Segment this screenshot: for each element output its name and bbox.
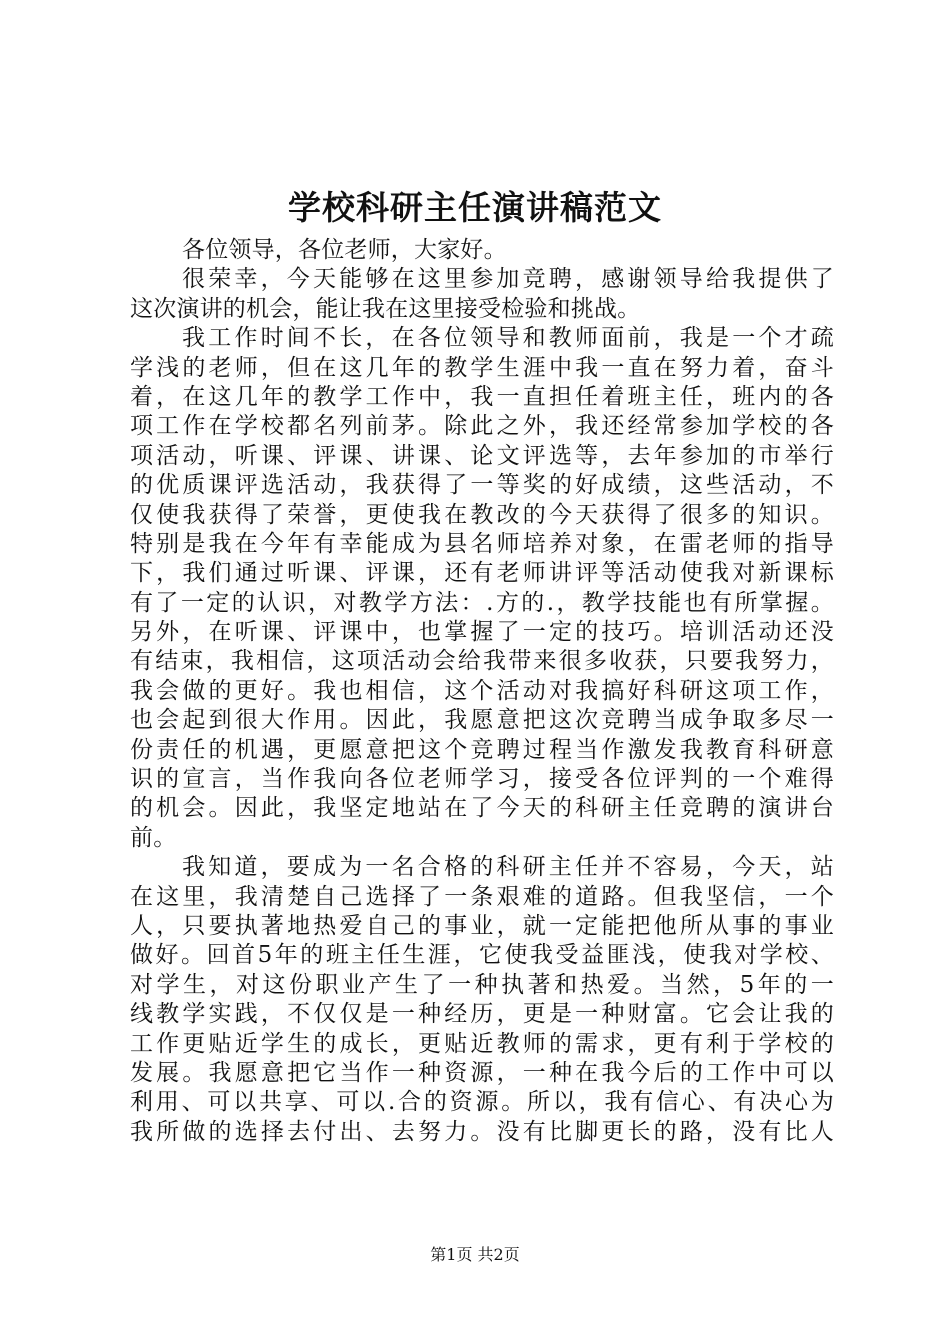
- text-line: 对学生，对这份职业产生了一种执著和热爱。当然，5年的一: [130, 971, 834, 998]
- document-body: [130, 236, 834, 1147]
- text-line: 学浅的老师，但在这几年的教学生涯中我一直在努力着，奋斗: [130, 354, 834, 381]
- text-line: 工作更贴近学生的成长，更贴近教师的需求，更有利于学校的: [130, 1030, 834, 1057]
- text-line: 也会起到很大作用。因此，我愿意把这次竞聘当成争取多尽一: [130, 707, 834, 734]
- text-line: 做好。回首5年的班主任生涯，它使我受益匪浅，使我对学校、: [130, 942, 834, 969]
- text-line: 在这里，我清楚自己选择了一条艰难的道路。但我坚信，一个: [130, 883, 834, 910]
- text-line: 的优质课评选活动，我获得了一等奖的好成绩，这些活动，不: [130, 472, 834, 499]
- text-line: 我工作时间不长，在各位领导和教师面前，我是一个才疏: [182, 325, 834, 352]
- text-line: 人，只要执著地热爱自己的事业，就一定能把他所从事的事业: [130, 912, 834, 939]
- text-line: 我知道，要成为一名合格的科研主任并不容易，今天，站: [182, 854, 834, 881]
- text-line: 有结束，我相信，这项活动会给我带来很多收获，只要我努力，: [130, 648, 834, 675]
- text-line: 着，在这几年的教学工作中，我一直担任着班主任，班内的各: [130, 383, 834, 410]
- text-line: 下，我们通过听课、评课，还有老师讲评等活动使我对新课标: [130, 560, 834, 587]
- text-line: 项活动，听课、评课、讲课、论文评选等，去年参加的市举行: [130, 442, 834, 469]
- text-line: 份责任的机遇，更愿意把这个竞聘过程当作激发我教育科研意: [130, 736, 834, 763]
- text-line: 有了一定的认识，对教学方法：.方的.，教学技能也有所掌握。: [130, 589, 834, 616]
- page-title: 学校科研主任演讲稿范文: [288, 188, 662, 227]
- text-line: 这次演讲的机会，能让我在这里接受检验和挑战。: [130, 295, 641, 322]
- text-line: 项工作在学校都名列前茅。除此之外，我还经常参加学校的各: [130, 413, 834, 440]
- text-line: 发展。我愿意把它当作一种资源，一种在我今后的工作中可以: [130, 1059, 834, 1086]
- text-line: 特别是我在今年有幸能成为县名师培养对象，在雷老师的指导: [130, 530, 834, 557]
- page-footer: 第1页 共2页: [430, 1245, 520, 1264]
- text-line: 我所做的选择去付出、去努力。没有比脚更长的路，没有比人: [130, 1118, 834, 1145]
- text-line: 识的宣言，当作我向各位老师学习，接受各位评判的一个难得: [130, 766, 834, 793]
- text-line: 仅使我获得了荣誉，更使我在教改的今天获得了很多的知识。: [130, 501, 834, 528]
- text-line: 我会做的更好。我也相信，这个活动对我搞好科研这项工作，: [130, 677, 834, 704]
- text-line: 另外，在听课、评课中，也掌握了一定的技巧。培训活动还没: [130, 619, 834, 646]
- text-line: 各位领导，各位老师，大家好。: [182, 237, 507, 263]
- text-line: 利用、可以共享、可以.合的资源。所以，我有信心、有决心为: [130, 1089, 834, 1116]
- text-line: 前。: [130, 824, 177, 851]
- text-line: 线教学实践，不仅仅是一种经历，更是一种财富。它会让我的: [130, 1001, 834, 1028]
- text-line: 的机会。因此，我坚定地站在了今天的科研主任竞聘的演讲台: [130, 795, 834, 822]
- text-line: 很荣幸，今天能够在这里参加竞聘，感谢领导给我提供了: [182, 266, 834, 293]
